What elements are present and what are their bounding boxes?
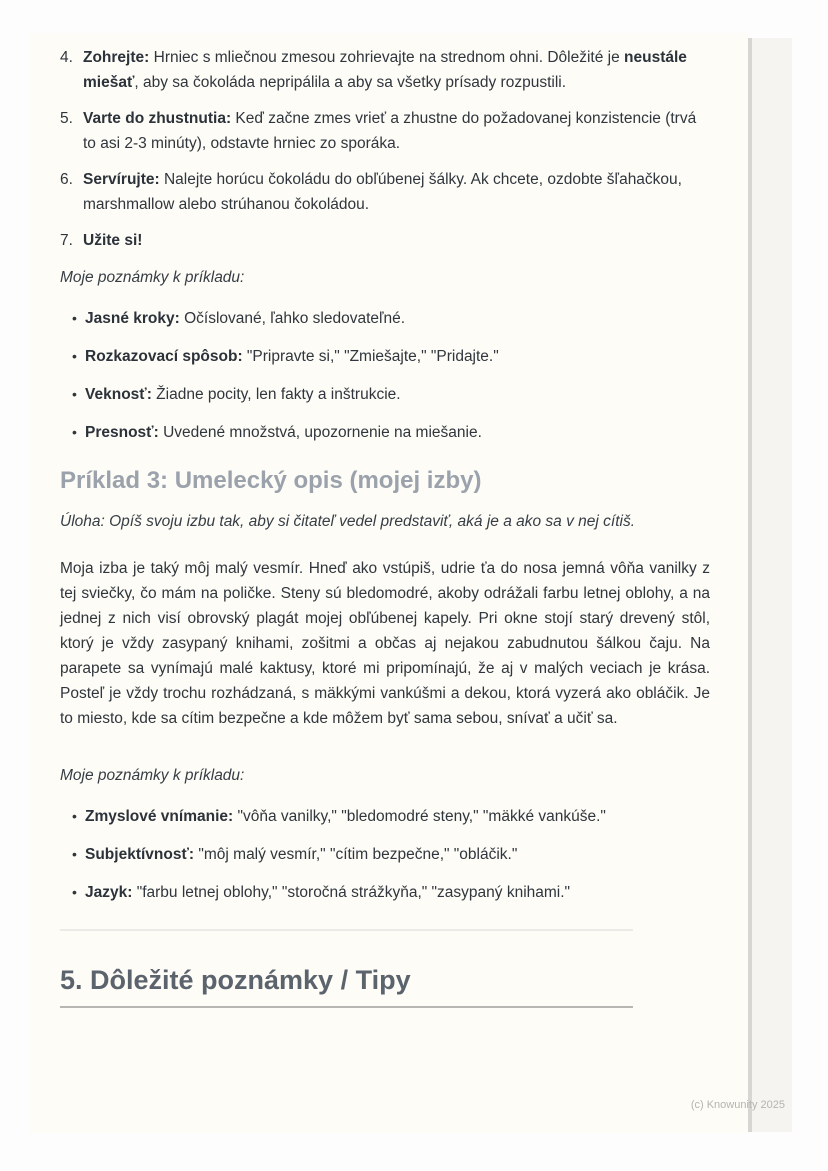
bullet-list: [60, 306, 710, 445]
bullet-text: [85, 382, 710, 407]
page-side-strip: [752, 38, 792, 1132]
list-item: [60, 45, 710, 95]
bullet-text: [85, 344, 710, 369]
list-item: [72, 382, 710, 407]
step-body: Hrniec s mliečnou zmesou zohrievajte na strednom ohni. Dôležité je: [149, 49, 625, 66]
bullet-body: "vôňa vanilky," "bledomodré steny," "mäkké vankúše.": [233, 808, 606, 825]
notes-intro: Moje poznámky k príkladu:: [60, 269, 245, 286]
bullet-label: Jazyk:: [85, 884, 133, 901]
step-text: [83, 228, 710, 253]
list-item: [72, 306, 710, 331]
step-number: 4.: [60, 49, 73, 66]
bullet-body: Uvedené množstvá, upozornenie na miešanie.: [158, 424, 482, 441]
step-body: Keď začne zmes vrieť a zhustne do požadovanej konzistencie (trvá to asi 2-3 minúty), odstavte hrniec zo sporáka.: [83, 110, 697, 152]
bullet-icon: •: [72, 310, 77, 326]
step-label: Varte do zhustnutia:: [83, 110, 232, 127]
step-label: Užite si!: [83, 232, 143, 249]
numbered-step-list: [60, 45, 710, 253]
step-text: [83, 167, 710, 217]
bullet-icon: •: [72, 386, 77, 402]
step-label: Zohrejte:: [83, 49, 150, 66]
bullet-body: "Pripravte si," "Zmiešajte," "Pridajte.": [242, 348, 499, 365]
step-inline-bold: neustále miešať: [83, 49, 687, 91]
bullet-label: Subjektívnosť:: [85, 846, 195, 863]
step-body: Nalejte horúcu čokoládu do obľúbenej šálky. Ak chcete, ozdobte šľahačkou, marshmallow alebo strúhanou čokoládou.: [83, 171, 682, 213]
chapter-heading: 5. Dôležité poznámky / Tipy: [60, 965, 411, 995]
bullet-label: Veknosť:: [85, 386, 152, 403]
bullet-text: [85, 880, 710, 905]
bullet-label: Jasné kroky:: [85, 310, 180, 327]
list-item: [60, 167, 710, 217]
list-item: [72, 344, 710, 369]
step-number: 7.: [60, 232, 73, 249]
bullet-label: Zmyslové vnímanie:: [85, 808, 234, 825]
bullet-text: [85, 306, 710, 331]
step-text: [83, 106, 710, 156]
bullet-body: "môj malý vesmír," "cítim bezpečne," "obláčik.": [194, 846, 518, 863]
bullet-body: Žiadne pocity, len fakty a inštrukcie.: [151, 386, 401, 403]
notes-intro: Moje poznámky k príkladu:: [60, 767, 245, 784]
document-page: [30, 33, 748, 1133]
bullet-label: Rozkazovací spôsob:: [85, 348, 243, 365]
copyright-watermark: (c) Knowunity 2025: [690, 1099, 785, 1111]
list-item: [72, 842, 710, 867]
list-item: [72, 420, 710, 445]
step-number: 5.: [60, 110, 73, 127]
list-item: [72, 804, 710, 829]
bullet-list: [60, 804, 710, 905]
bullet-text: [85, 804, 710, 829]
essay-paragraph: Moja izba je taký môj malý vesmír. Hneď ako vstúpiš, udrie ťa do nosa jemná vôňa vanilky z tej sviečky, čo mám na poličke. Steny sú bledomodré, akoby odrážali farbu letnej oblohy, a na jednej z nich visí obrovský plagát mojej obľúbenej kapely. Pri okne stojí starý drevený stôl, ktorý je vždy zasypaný knihami, zošitmi a občas aj nejakou zabudnutou šálkou čaju. Na parapete sa vynímajú malé kaktusy, ktoré mi pripomínajú, že aj v malých veciach je krása. Posteľ je vždy trochu rozhádzaná, s mäkkými vankúšmi a dekou, ktorá vyzerá ako obláčik. Je to miesto, kde sa cítim bezpečne a kde môžem byť sama sebou, snívať a učiť sa.: [60, 560, 710, 727]
bullet-body: Očíslované, ľahko sledovateľné.: [179, 310, 406, 327]
list-item: [60, 106, 710, 156]
step-text: [83, 45, 710, 95]
step-body: , aby sa čokoláda nepripálila a aby sa všetky prísady rozpustili.: [134, 74, 567, 91]
step-number: 6.: [60, 171, 73, 188]
list-item: [60, 228, 710, 253]
bullet-text: [85, 842, 710, 867]
bullet-icon: •: [72, 348, 77, 364]
chapter-heading-underline: [60, 1006, 633, 1008]
document-content: [30, 33, 748, 1008]
step-label: Servírujte:: [83, 171, 160, 188]
section-divider: [60, 929, 633, 931]
bullet-text: [85, 420, 710, 445]
list-item: [72, 880, 710, 905]
bullet-label: Presnosť:: [85, 424, 159, 441]
bullet-icon: •: [72, 884, 77, 900]
bullet-icon: •: [72, 846, 77, 862]
section-heading: Príklad 3: Umelecký opis (mojej izby): [60, 467, 482, 494]
bullet-icon: •: [72, 808, 77, 824]
bullet-body: "farbu letnej oblohy," "storočná strážkyňa," "zasypaný knihami.": [132, 884, 571, 901]
bullet-icon: •: [72, 424, 77, 440]
task-text: Úloha: Opíš svoju izbu tak, aby si čitateľ vedel predstaviť, aká je a ako sa v nej cítiš.: [60, 513, 636, 530]
